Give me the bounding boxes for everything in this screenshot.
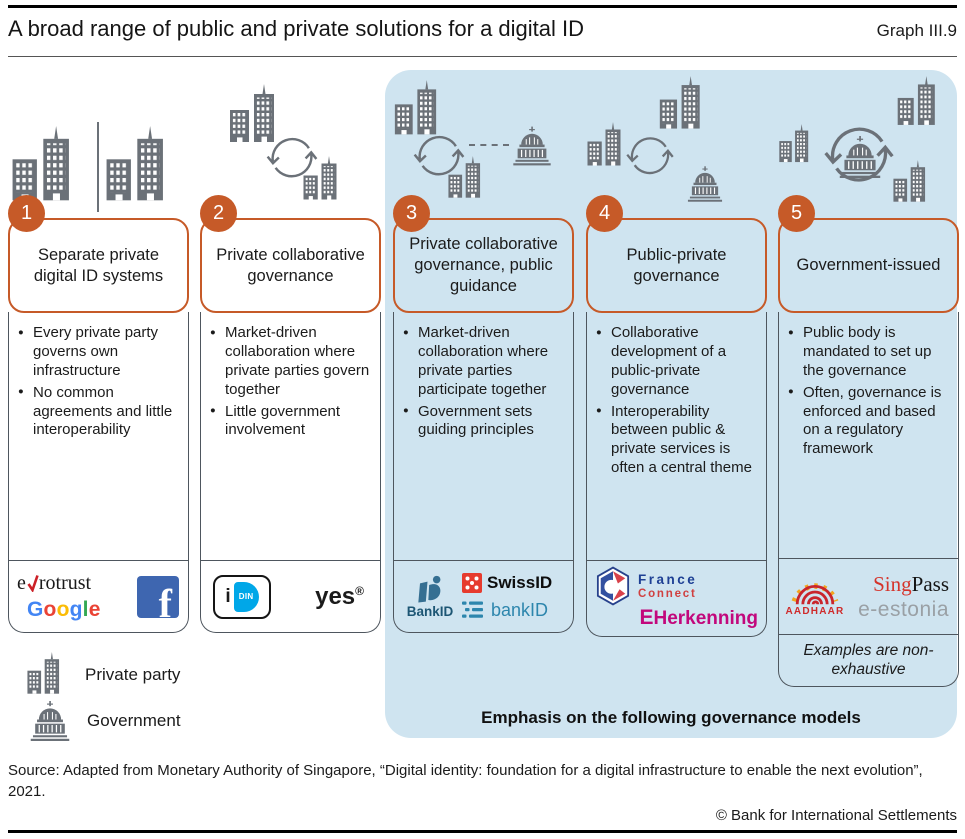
column-5-body (778, 312, 959, 687)
column-4-body (586, 312, 767, 637)
facebook-logo: f (137, 576, 179, 618)
column-1-icon-cluster (8, 72, 189, 218)
column-2-title: Private collaborative governance (200, 218, 381, 313)
column-2-logos (201, 560, 380, 632)
column-1-body (8, 312, 189, 633)
column-4-bullets (587, 312, 766, 560)
bullet-item: ● Collaborative development of a public-private governance (596, 324, 763, 400)
buildings-icon (778, 124, 820, 166)
yes-logo: yes® (315, 582, 364, 610)
buildings-icon (896, 76, 950, 130)
evrotrust-logo: e rotrust (17, 571, 92, 594)
column-3-icon-cluster (393, 72, 574, 218)
swissid-logo: SwissID (462, 573, 571, 593)
column-1-logos (9, 560, 188, 632)
legend-item-private-party: Private party (26, 652, 181, 698)
column-4-logos (587, 560, 766, 636)
column-3-number-badge (393, 195, 430, 232)
separator-line-icon (97, 122, 99, 212)
bullet-item: ● Every private party governs own infrastructure (18, 324, 185, 381)
aadhaar-mark-icon (788, 577, 842, 607)
column-1-title: Separate private digital ID systems (8, 218, 189, 313)
bullet-item: ● Market-driven collaboration where private parties govern together (210, 324, 377, 400)
emphasis-note: Emphasis on the following governance models (481, 708, 861, 727)
badge-number: 2 (212, 202, 225, 224)
buildings-icon (892, 160, 938, 206)
cycle-arrows-icon (622, 128, 678, 184)
legend (26, 652, 181, 744)
column-5-number-badge (778, 195, 815, 232)
swissid-mark-icon (462, 573, 482, 593)
bullet-item: ● Government sets guiding principles (403, 403, 570, 441)
buildings-icon (658, 76, 716, 134)
franceconnect-hexagon-icon (595, 566, 631, 606)
column-4-title: Public-private governance (586, 218, 767, 313)
column-4 (586, 72, 767, 637)
source-note: Source: Adapted from Monetary Authority of Singapore, “Digital identity: foundation for a digital infrastructure to enable the next evolution”, 2021. (8, 762, 923, 800)
evrotrust-check-icon (27, 574, 39, 592)
capitol-icon (684, 166, 726, 202)
column-2-body (200, 312, 381, 633)
buildings-icon (302, 156, 350, 204)
bullet-item: ● Interoperability between public & private services is often a central theme (596, 403, 763, 479)
badge-number: 5 (790, 202, 803, 224)
column-3-title: Private collaborative governance, public guidance (393, 218, 574, 313)
dashed-connector (469, 144, 509, 146)
column-2 (200, 72, 381, 633)
aadhaar-logo: AADHAAR (783, 577, 847, 617)
badge-number: 3 (405, 202, 418, 224)
column-1-number-badge (8, 195, 45, 232)
bottom-rule (8, 830, 957, 833)
bullet-item: ● No common agreements and little interoperability (18, 384, 185, 441)
google-logo: Google (27, 597, 101, 621)
page-title: A broad range of public and private solutions for a digital ID (8, 16, 585, 41)
column-1 (8, 72, 189, 633)
idin-logo: i DIN (213, 575, 271, 619)
column-3 (393, 72, 574, 633)
bullet-item: ● Market-driven collaboration where private parties participate together (403, 324, 570, 400)
bullet-item: ● Little government involvement (210, 403, 377, 441)
singpass-logo: SingPass (873, 571, 949, 596)
buildings-icon (447, 156, 493, 202)
badge-number: 4 (598, 202, 611, 224)
graph-number-label: Graph III.9 (876, 21, 957, 40)
column-4-icon-cluster (586, 72, 767, 218)
franceconnect-logo: France Connect (595, 566, 758, 606)
buildings-icon (104, 126, 186, 208)
column-1-card (8, 202, 189, 633)
e-estonia-logo: e-estonia (858, 597, 949, 621)
column-3-body (393, 312, 574, 633)
column-5-title: Government-issued (778, 218, 959, 313)
bankid-norway-logo: BankID (400, 575, 460, 619)
capitol-icon (509, 126, 555, 166)
column-5-card (778, 202, 959, 687)
column-1-bullets (9, 312, 188, 560)
bankid-norway-glyph-icon (415, 575, 445, 605)
top-rule (8, 5, 957, 8)
column-3-card (393, 202, 574, 633)
column-5 (778, 72, 959, 687)
examples-note: Examples are non-exhaustive (779, 634, 958, 686)
column-2-card (200, 202, 381, 633)
eherkenning-logo: EHerkenning (639, 606, 758, 629)
bankid-sweden-mark-icon (462, 601, 486, 619)
column-3-logos (394, 560, 573, 632)
bullet-item: ● Often, governance is enforced and based on a regulatory framework (788, 384, 955, 460)
column-4-number-badge (586, 195, 623, 232)
copyright-note: © Bank for International Settlements (715, 807, 957, 824)
column-3-bullets (394, 312, 573, 560)
government-capitol-icon (26, 701, 74, 741)
column-2-bullets (201, 312, 380, 560)
title-rule (8, 56, 957, 57)
bullet-item: ● Public body is mandated to set up the governance (788, 324, 955, 381)
column-2-number-badge (200, 195, 237, 232)
column-5-icon-cluster (778, 72, 959, 218)
private-party-buildings-icon (26, 652, 72, 698)
column-5-logos (779, 558, 958, 634)
badge-number: 1 (20, 202, 33, 224)
capitol-icon (835, 136, 885, 178)
legend-item-government: Government (26, 698, 181, 744)
column-4-card (586, 202, 767, 637)
column-2-icon-cluster (200, 72, 381, 218)
bankid-sweden-logo: bankID (462, 600, 571, 621)
column-5-bullets (779, 312, 958, 558)
